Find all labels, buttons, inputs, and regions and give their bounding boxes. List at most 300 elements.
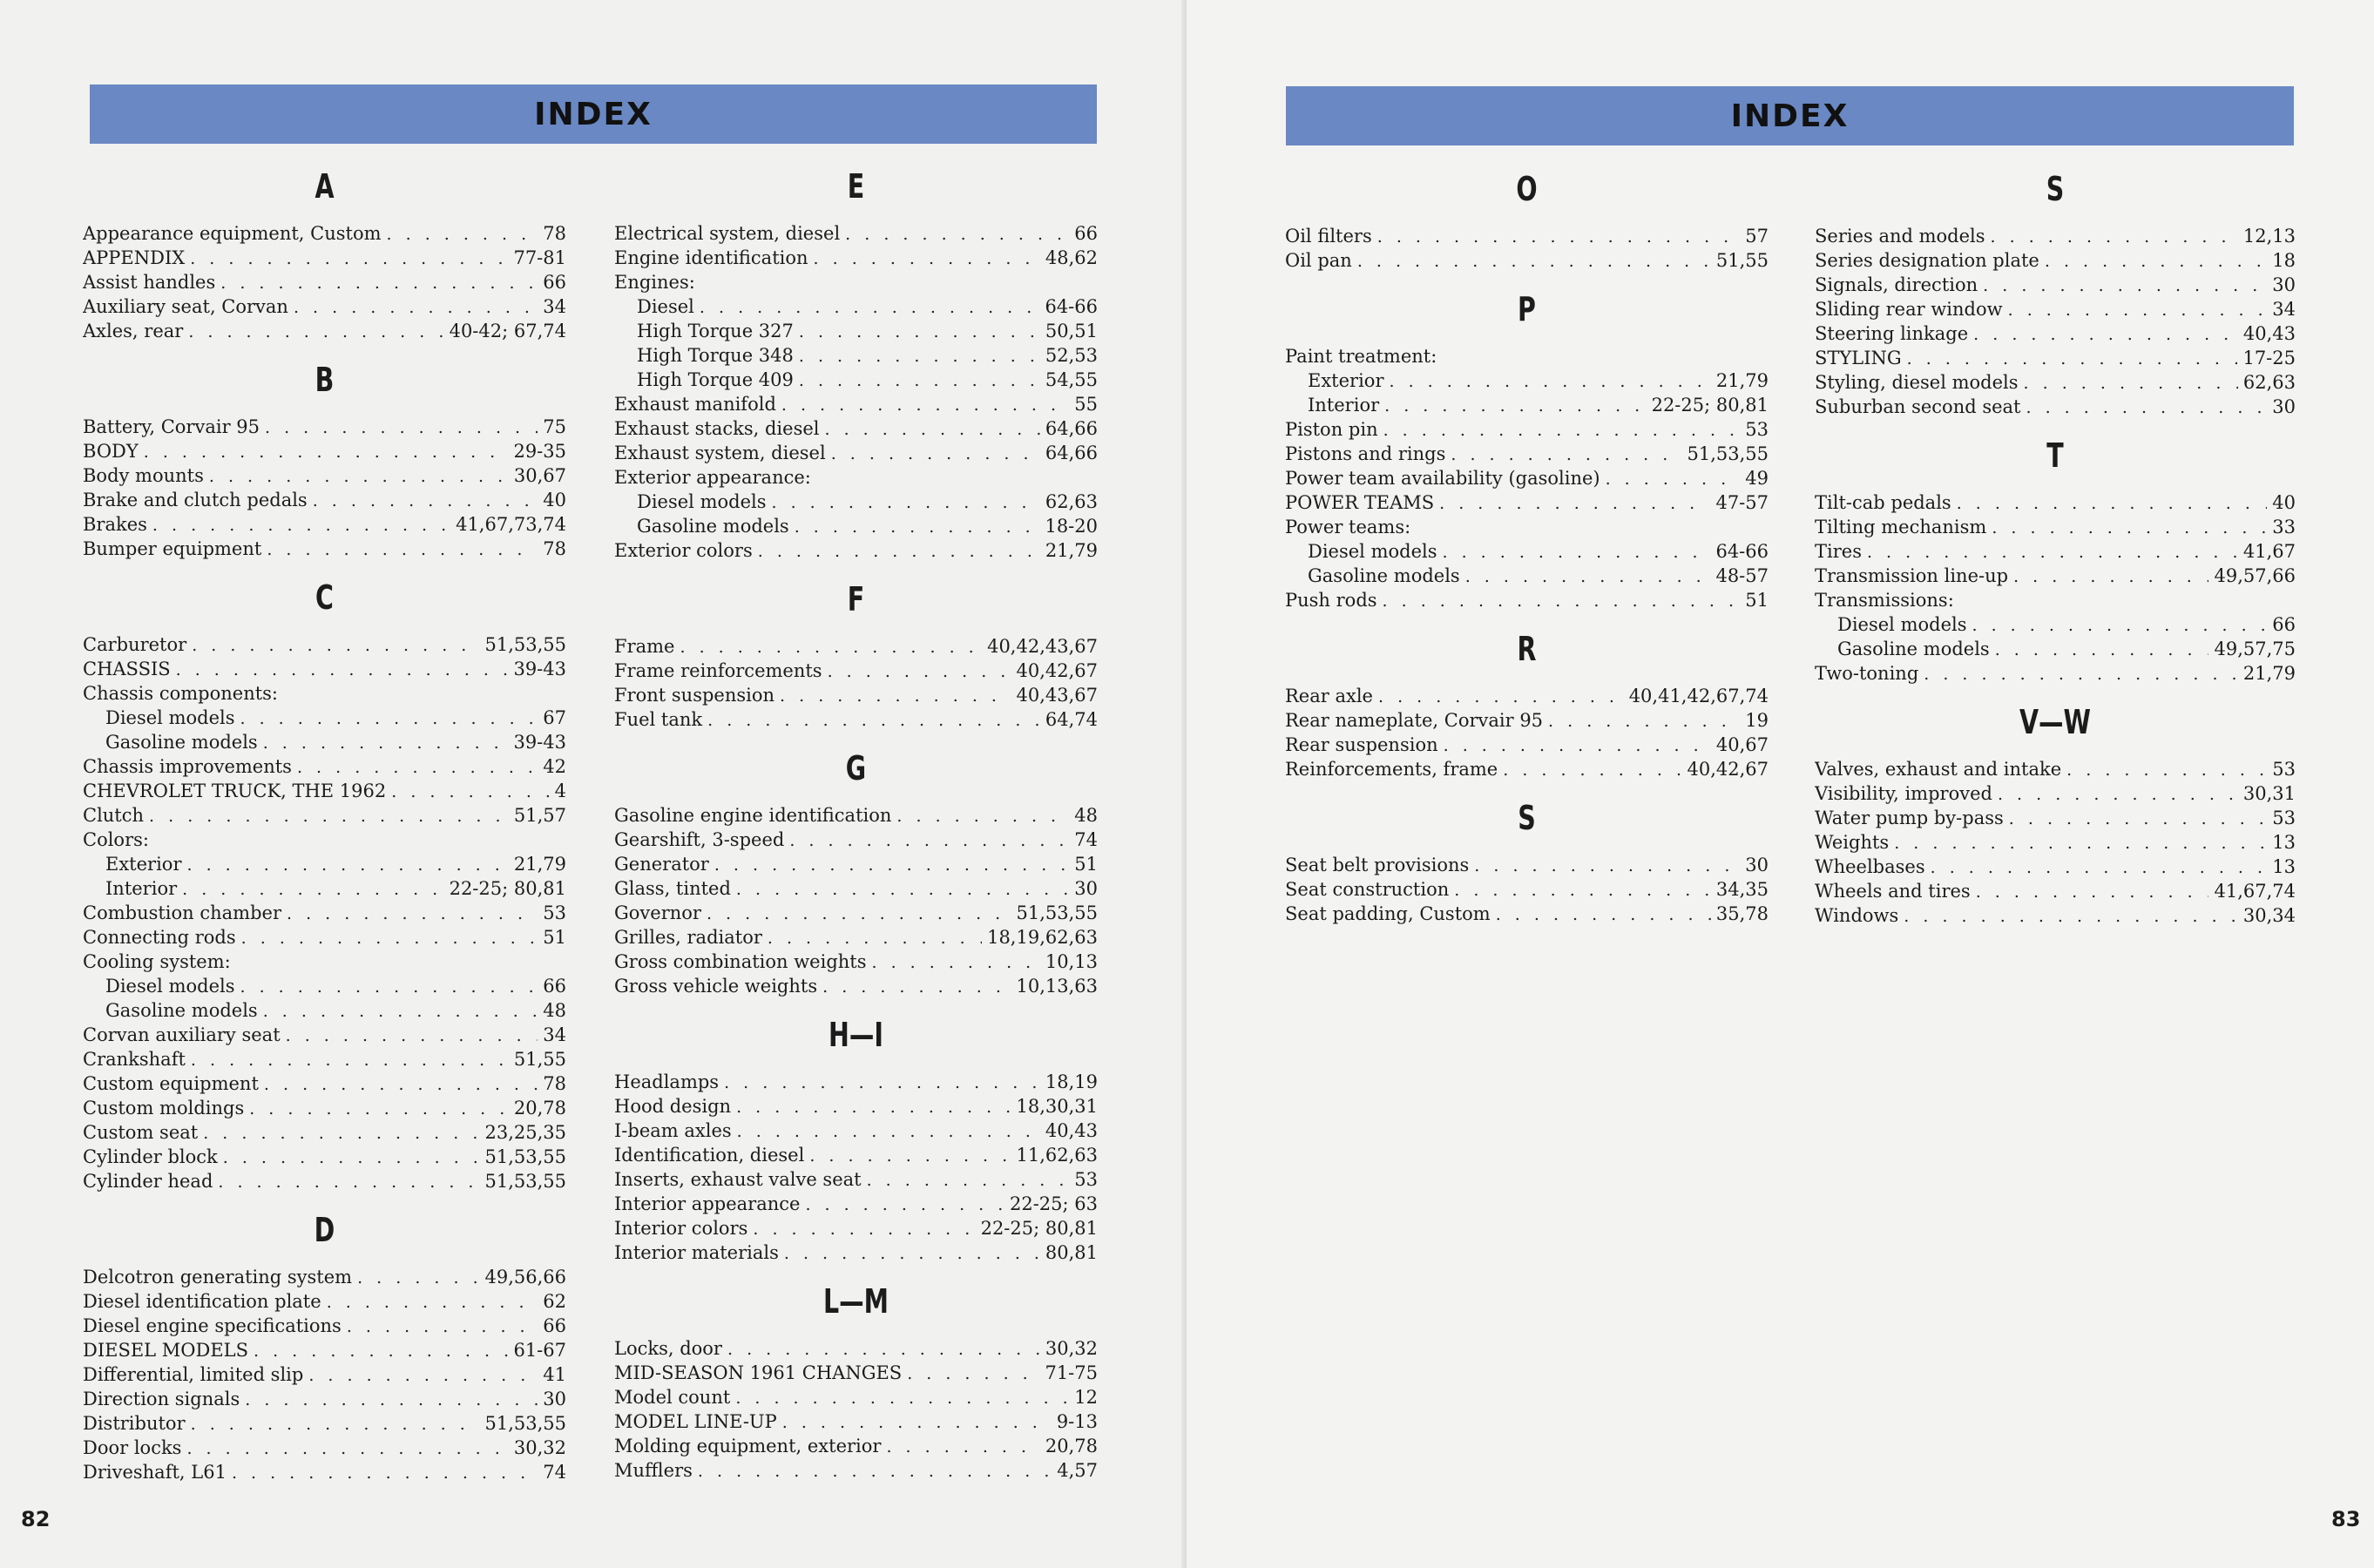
entry-term: Carburetor xyxy=(83,634,187,655)
index-entry xyxy=(1285,442,1769,466)
entry-pages: 34 xyxy=(543,1024,566,1045)
index-entry xyxy=(1815,297,2296,321)
dot-leader xyxy=(347,1315,538,1338)
index-entry xyxy=(614,901,1098,925)
entry-term: APPENDIX xyxy=(83,247,186,268)
dot-leader xyxy=(700,295,1040,319)
dot-leader xyxy=(886,1435,1039,1458)
dot-leader xyxy=(737,1119,1040,1143)
index-entry xyxy=(83,1169,566,1193)
index-entry xyxy=(614,514,1098,538)
entry-term: Front suspension xyxy=(614,685,775,706)
entry-term: Headlamps xyxy=(614,1071,720,1092)
entry-term: Auxiliary seat, Corvan xyxy=(83,296,288,317)
entry-term: Diesel models xyxy=(1837,614,1967,635)
entry-term: Gross combination weights xyxy=(614,951,867,972)
index-entry xyxy=(1285,368,1769,393)
index-entry xyxy=(1285,248,1769,273)
dot-leader xyxy=(758,539,1040,563)
entry-term: Cylinder block xyxy=(83,1146,218,1167)
index-entry xyxy=(614,1458,1098,1483)
dot-leader xyxy=(2008,298,2268,321)
section-letter: S xyxy=(1518,799,1536,837)
index-entry xyxy=(83,1436,566,1460)
entry-pages: 18,19 xyxy=(1045,1071,1098,1092)
entry-term: Seat belt provisions xyxy=(1285,855,1470,875)
dot-leader xyxy=(2045,249,2267,273)
entry-term: Interior xyxy=(105,878,178,899)
section-letter: R xyxy=(1517,630,1537,668)
dot-leader xyxy=(867,1168,1070,1192)
dot-leader xyxy=(144,440,509,463)
entry-term: I-beam axles xyxy=(614,1120,732,1141)
entry-pages: 40,43 xyxy=(2242,323,2296,344)
index-entry xyxy=(1285,515,1769,539)
entry-term: Water pump by-pass xyxy=(1815,808,2004,828)
entry-term: BODY xyxy=(83,441,139,462)
dot-leader xyxy=(780,684,1011,707)
entry-term: Exterior xyxy=(1308,370,1384,391)
dot-leader xyxy=(799,368,1040,392)
dot-leader xyxy=(203,1121,479,1145)
entry-pages: 48 xyxy=(543,1000,566,1021)
entry-pages: 49,57,75 xyxy=(2214,639,2296,659)
entry-pages: 30 xyxy=(1074,878,1098,899)
dot-leader xyxy=(2026,395,2268,419)
entry-pages: 55 xyxy=(1074,394,1098,415)
entry-term: MODEL LINE-UP xyxy=(614,1411,777,1432)
dot-leader xyxy=(294,295,538,319)
entry-term: Frame xyxy=(614,636,675,657)
entry-pages: 78 xyxy=(543,1073,566,1094)
entry-term: Diesel models xyxy=(105,707,235,728)
dot-leader xyxy=(2024,371,2238,395)
dot-leader xyxy=(1867,540,2238,564)
index-entry xyxy=(1815,321,2296,346)
index-entry xyxy=(614,538,1098,563)
index-entry xyxy=(83,463,566,488)
index-entry xyxy=(614,246,1098,270)
index-entry xyxy=(614,1192,1098,1216)
index-entry xyxy=(83,1071,566,1096)
dot-leader xyxy=(1383,418,1741,442)
entry-pages: 64-66 xyxy=(1045,296,1098,317)
dot-leader xyxy=(1995,638,2209,661)
entry-pages: 22-25; 80,81 xyxy=(980,1218,1098,1239)
entry-pages: 40,42,67 xyxy=(1016,660,1098,681)
entry-pages: 19 xyxy=(1745,710,1769,731)
entry-pages: 11,62,63 xyxy=(1016,1145,1098,1166)
index-banner: INDEX xyxy=(90,84,1097,144)
entry-term: Transmission line-up xyxy=(1815,565,2009,586)
index-column xyxy=(1815,159,2296,928)
index-entry xyxy=(83,657,566,681)
entry-term: Clutch xyxy=(83,805,145,826)
entry-term: Paint treatment: xyxy=(1285,346,1437,367)
entry-term: Gasoline models xyxy=(637,516,789,537)
entry-term: MID-SEASON 1961 CHANGES xyxy=(614,1362,903,1383)
dot-leader xyxy=(192,633,479,657)
entry-term: Direction signals xyxy=(83,1389,240,1409)
dot-leader xyxy=(799,344,1040,368)
entry-term: Assist handles xyxy=(83,272,216,293)
index-entry xyxy=(83,1362,566,1387)
entry-pages: 30 xyxy=(1745,855,1769,875)
entry-term: DIESEL MODELS xyxy=(83,1340,249,1361)
dot-leader xyxy=(809,1144,1011,1167)
entry-term: Diesel xyxy=(637,296,694,317)
dot-leader xyxy=(267,537,538,561)
dot-leader xyxy=(254,1339,508,1362)
entry-term: Suburban second seat xyxy=(1815,396,2021,417)
dot-leader xyxy=(781,393,1069,416)
dot-leader xyxy=(220,271,538,294)
entry-term: Rear axle xyxy=(1285,686,1373,706)
entry-term: Styling, diesel models xyxy=(1815,372,2019,393)
index-entry xyxy=(1815,395,2296,419)
index-entry xyxy=(614,925,1098,950)
index-entry xyxy=(614,416,1098,441)
index-section xyxy=(1285,285,1769,612)
entry-term: POWER TEAMS xyxy=(1285,492,1435,513)
entry-pages: 18,30,31 xyxy=(1016,1096,1098,1117)
entry-term: Custom moldings xyxy=(83,1098,245,1119)
index-entry xyxy=(83,221,566,246)
index-section xyxy=(83,162,566,343)
entry-pages: 78 xyxy=(543,223,566,244)
entry-pages: 12 xyxy=(1074,1387,1098,1408)
dot-leader xyxy=(1983,274,2267,297)
index-entry xyxy=(83,706,566,730)
entry-term: Diesel engine specifications xyxy=(83,1315,342,1336)
index-entry xyxy=(1285,588,1769,612)
index-entry xyxy=(1815,830,2296,855)
entry-term: Gasoline models xyxy=(105,732,258,753)
index-entry xyxy=(83,779,566,803)
entry-term: Chassis improvements xyxy=(83,756,292,777)
dot-leader xyxy=(391,780,549,803)
index-entry xyxy=(1285,757,1769,781)
entry-pages: 29-35 xyxy=(513,441,566,462)
entry-term: Chassis components: xyxy=(83,683,279,704)
index-section xyxy=(83,1206,566,1484)
index-entry xyxy=(83,439,566,463)
entry-pages: 41,67,73,74 xyxy=(456,514,566,535)
entry-pages: 30 xyxy=(543,1389,566,1409)
index-entry xyxy=(614,803,1098,828)
entry-term: Axles, rear xyxy=(83,321,184,341)
dot-leader xyxy=(1907,347,2238,370)
entry-term: Frame reinforcements xyxy=(614,660,822,681)
entry-term: Corvan auxiliary seat xyxy=(83,1024,281,1045)
dot-leader xyxy=(1924,662,2238,686)
dot-leader xyxy=(1972,613,2268,637)
index-entry xyxy=(1815,564,2296,588)
dot-leader xyxy=(1973,322,2238,346)
entry-pages: 54,55 xyxy=(1045,369,1098,390)
entry-term: Two-toning xyxy=(1815,663,1919,684)
entry-pages: 51,53,55 xyxy=(484,1146,566,1167)
entry-term: Tilt-cab pedals xyxy=(1815,492,1951,513)
entry-term: Molding equipment, exterior xyxy=(614,1436,882,1456)
dot-leader xyxy=(263,731,509,754)
entry-pages: 40,41,42,67,74 xyxy=(1628,686,1769,706)
index-entry xyxy=(1815,637,2296,661)
entry-term: Tilting mechanism xyxy=(1815,517,1987,537)
entry-term: High Torque 327 xyxy=(637,321,794,341)
entry-term: Fuel tank xyxy=(614,709,703,730)
dot-leader xyxy=(1465,564,1711,588)
section-letter: H—I xyxy=(829,1016,883,1054)
entry-term: Wheels and tires xyxy=(1815,881,1971,902)
entry-pages: 30 xyxy=(2272,396,2296,417)
section-letter: L—M xyxy=(822,1282,889,1321)
index-entry xyxy=(1285,417,1769,442)
index-entry xyxy=(1815,515,2296,539)
index-section xyxy=(83,573,566,1193)
entry-pages: 40-42; 67,74 xyxy=(449,321,566,341)
index-entry xyxy=(83,1120,566,1145)
entry-pages: 51 xyxy=(1074,854,1098,875)
index-section xyxy=(1815,431,2296,686)
index-entry xyxy=(614,683,1098,707)
index-entry xyxy=(83,681,566,706)
dot-leader xyxy=(1377,225,1741,248)
entry-term: Governor xyxy=(614,902,701,923)
entry-term: Cooling system: xyxy=(83,951,231,972)
index-entry xyxy=(1285,466,1769,490)
dot-leader xyxy=(782,1410,1052,1434)
entry-term: Glass, tinted xyxy=(614,878,731,899)
entry-pages: 12,13 xyxy=(2242,226,2296,247)
entry-pages: 42 xyxy=(543,756,566,777)
dot-leader xyxy=(714,853,1069,876)
index-entry xyxy=(1815,248,2296,273)
index-entry xyxy=(614,343,1098,368)
index-entry xyxy=(614,392,1098,416)
dot-leader xyxy=(209,464,509,488)
section-letter: G xyxy=(845,749,867,787)
dot-leader xyxy=(872,950,1040,974)
index-entry xyxy=(83,632,566,657)
dot-leader xyxy=(1992,516,2267,539)
dot-leader xyxy=(218,1170,479,1193)
entry-pages: 40,42,43,67 xyxy=(987,636,1098,657)
entry-term: Driveshaft, L61 xyxy=(83,1462,227,1483)
entry-pages: 57 xyxy=(1745,226,1769,247)
index-entry xyxy=(83,270,566,294)
dot-leader xyxy=(707,902,1011,925)
entry-term: Mufflers xyxy=(614,1460,693,1481)
dot-leader xyxy=(245,1388,538,1411)
entry-pages: 47-57 xyxy=(1715,492,1769,513)
index-entry xyxy=(1815,781,2296,806)
index-entry xyxy=(1285,224,1769,248)
entry-pages: 18 xyxy=(2272,250,2296,271)
entry-pages: 34,35 xyxy=(1715,879,1769,900)
section-letter: E xyxy=(847,167,865,206)
dot-leader xyxy=(698,1459,1052,1483)
entry-term: Gasoline engine identification xyxy=(614,805,892,826)
index-entry xyxy=(1815,612,2296,637)
dot-leader xyxy=(1548,709,1740,733)
index-entry xyxy=(83,974,566,998)
index-section xyxy=(614,162,1098,563)
entry-term: Engines: xyxy=(614,272,695,293)
index-entry xyxy=(83,319,566,343)
index-entry xyxy=(1815,903,2296,928)
dot-leader xyxy=(680,635,982,659)
index-entry xyxy=(614,1094,1098,1119)
index-entry xyxy=(1285,564,1769,588)
entry-term: Sliding rear window xyxy=(1815,299,2003,320)
entry-term: Inserts, exhaust valve seat xyxy=(614,1169,862,1190)
index-entry xyxy=(83,901,566,925)
index-entry xyxy=(614,368,1098,392)
entry-pages: 51,57 xyxy=(513,805,566,826)
entry-pages: 51 xyxy=(1745,590,1769,611)
entry-pages: 39-43 xyxy=(513,732,566,753)
dot-leader xyxy=(263,999,538,1023)
entry-term: Brakes xyxy=(83,514,147,535)
entry-pages: 53 xyxy=(1745,419,1769,440)
entry-pages: 48 xyxy=(1074,805,1098,826)
index-entry xyxy=(83,1338,566,1362)
entry-term: Power teams: xyxy=(1285,517,1411,537)
index-entry xyxy=(614,950,1098,974)
entry-term: Seat padding, Custom xyxy=(1285,903,1491,924)
dot-leader xyxy=(1384,394,1646,417)
index-entry xyxy=(614,270,1098,294)
entry-term: Exhaust manifold xyxy=(614,394,776,415)
entry-pages: 53 xyxy=(2272,759,2296,780)
entry-pages: 51,53,55 xyxy=(1687,443,1769,464)
dot-leader xyxy=(240,706,538,730)
entry-pages: 62,63 xyxy=(1045,491,1098,512)
dot-leader xyxy=(845,222,1069,246)
entry-term: Piston pin xyxy=(1285,419,1378,440)
index-entry xyxy=(83,876,566,901)
entry-term: Differential, limited slip xyxy=(83,1364,304,1385)
entry-term: Gasoline models xyxy=(1308,565,1460,586)
index-entry xyxy=(83,925,566,950)
index-entry xyxy=(1815,879,2296,903)
dot-leader xyxy=(736,1095,1011,1119)
entry-pages: 33 xyxy=(2272,517,2296,537)
entry-term: Gasoline models xyxy=(105,1000,258,1021)
dot-leader xyxy=(896,804,1069,828)
entry-pages: 40,42,67 xyxy=(1687,759,1769,780)
index-entry xyxy=(614,465,1098,490)
entry-term: Bumper equipment xyxy=(83,538,262,559)
dot-leader xyxy=(265,416,538,439)
dot-leader xyxy=(190,247,508,270)
dot-leader xyxy=(186,853,508,876)
index-entry xyxy=(614,659,1098,683)
entry-term: Distributor xyxy=(83,1413,186,1434)
dot-leader xyxy=(814,247,1040,270)
dot-leader xyxy=(825,417,1040,441)
entry-pages: 51,53,55 xyxy=(484,1171,566,1192)
entry-term: Diesel models xyxy=(637,491,767,512)
entry-pages: 53 xyxy=(543,902,566,923)
entry-term: Series and models xyxy=(1815,226,1985,247)
section-letter: V—W xyxy=(2019,703,2091,741)
entry-pages: 21,79 xyxy=(1045,540,1098,561)
entry-pages: 22-25; 63 xyxy=(1009,1193,1098,1214)
entry-pages: 40,43 xyxy=(1045,1120,1098,1141)
dot-leader xyxy=(308,1363,538,1387)
index-entry xyxy=(614,294,1098,319)
entry-term: Steering linkage xyxy=(1815,323,1969,344)
index-section xyxy=(1285,794,1769,926)
index-entry xyxy=(614,441,1098,465)
index-entry xyxy=(1285,902,1769,926)
index-entry xyxy=(83,488,566,512)
entry-pages: 22-25; 80,81 xyxy=(449,878,566,899)
entry-term: CHASSIS xyxy=(83,659,171,679)
index-entry xyxy=(614,876,1098,901)
dot-leader xyxy=(240,975,538,998)
entry-term: Visibility, improved xyxy=(1815,783,1992,804)
entry-term: Exhaust stacks, diesel xyxy=(614,418,820,439)
index-entry xyxy=(614,852,1098,876)
entry-pages: 13 xyxy=(2272,832,2296,853)
entry-term: Combustion chamber xyxy=(83,902,281,923)
dot-leader xyxy=(152,513,450,537)
entry-pages: 40,43,67 xyxy=(1016,685,1098,706)
index-entry xyxy=(614,490,1098,514)
entry-term: Engine identification xyxy=(614,247,808,268)
entry-pages: 10,13,63 xyxy=(1016,976,1098,997)
entry-pages: 41,67 xyxy=(2242,541,2296,562)
entry-term: Crankshaft xyxy=(83,1049,186,1070)
index-entry xyxy=(83,803,566,828)
dot-leader xyxy=(768,926,982,950)
entry-pages: 23,25,35 xyxy=(484,1122,566,1143)
entry-pages: 4,57 xyxy=(1057,1460,1098,1481)
index-entry xyxy=(83,1314,566,1338)
index-entry xyxy=(83,294,566,319)
index-entry xyxy=(614,1336,1098,1361)
index-entry xyxy=(83,512,566,537)
dot-leader xyxy=(1474,854,1740,877)
entry-pages: 53 xyxy=(2272,808,2296,828)
entry-pages: 30 xyxy=(2272,274,2296,295)
entry-term: Exterior xyxy=(105,854,182,875)
dot-leader xyxy=(182,877,443,901)
index-entry xyxy=(83,730,566,754)
dot-leader xyxy=(149,804,509,828)
index-entry xyxy=(83,537,566,561)
entry-pages: 80,81 xyxy=(1045,1242,1098,1263)
index-section xyxy=(614,744,1098,998)
dot-leader xyxy=(1894,831,2267,855)
index-entry xyxy=(1815,370,2296,395)
index-entry xyxy=(1285,684,1769,708)
entry-pages: 20,78 xyxy=(513,1098,566,1119)
entry-term: Exterior appearance: xyxy=(614,467,811,488)
index-entry xyxy=(83,246,566,270)
entry-pages: 61-67 xyxy=(513,1340,566,1361)
entry-pages: 18-20 xyxy=(1045,516,1098,537)
entry-term: Wheelbases xyxy=(1815,856,1925,877)
index-entry xyxy=(1815,588,2296,612)
entry-pages: 62 xyxy=(543,1291,566,1312)
entry-term: Pistons and rings xyxy=(1285,443,1446,464)
section-letter: O xyxy=(1516,170,1538,208)
dot-leader xyxy=(1606,467,1741,490)
